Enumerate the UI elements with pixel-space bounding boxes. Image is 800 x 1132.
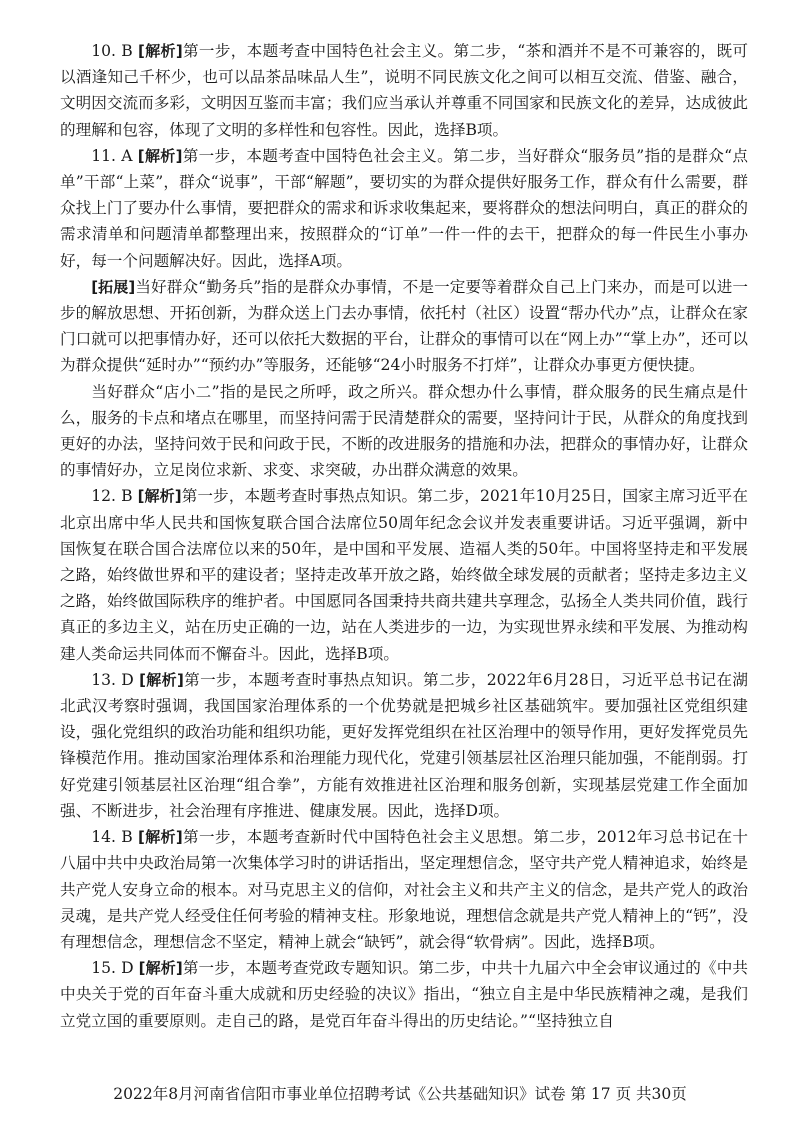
item-12: 12. B [解析]第一步，本题考查时事热点知识。第二步，2021年10月25日，国家主席习近平在北京出席中华人民共和国恢复联合国合法席位50周年纪念会议并发表重要讲话。习近平强调，新中国恢复在联合国合法席位以来的50年，是中国和平发展、造福人类的50年。中国将坚持走和平发展之路，始终做世界和平的建设者；坚持走改革开放之路，始终做全球发展的贡献者；坚持走多边主义之路，始终做国际秩序的维护者。中国愿同各国秉持共商共建共享理念，弘扬全人类共同价值，践行真正的多边主义，站在历史正确的一边，站在人类进步的一边，为实现世界永续和平发展、为推动构建人类命运共同体而不懈奋斗。因此，选择B项。 xyxy=(60,487,748,663)
analysis-tag: [解析] xyxy=(138,959,183,978)
analysis-tag: [解析] xyxy=(139,670,184,689)
item-14: 14. B [解析]第一步，本题考查新时代中国特色社会主义思想。第二步，2012年习总书记在十八届中共中央政治局第一次集体学习时的讲话指出，坚定理想信念，坚守共产党人精神追求，始终是共产党人安身立命的根本。对马克思主义的信仰，对社会主义和共产主义的信念，是共产党人的政治灵魂，是共产党人经受住任何考验的精神支柱。形象地说，理想信念就是共产党人精神上的“钙”，没有理想信念，理想信念不坚定，精神上就会“缺钙”，就会得“软骨病”。因此，选择B项。 xyxy=(60,828,748,951)
analysis-tag: [解析] xyxy=(138,828,183,847)
item-13: 13. D [解析]第一步，本题考查时事热点知识。第二步，2022年6月28日，习近平总书记在湖北武汉考察时强调，我国国家治理体系的一个优势就是把城乡社区基础筑牢。要加强社区党组织建设，强化党组织的政治功能和组织功能，更好发挥党组织在社区治理中的领导作用，更好发挥党员先锋模范作用。推动国家治理体系和治理能力现代化，党建引领基层社区治理只能加强，不能削弱。打好党建引领基层社区治理“组合拳”，方能有效推进社区治理和服务创新，实现基层党建工作全面加强、不断进步，社会治理有序推进、健康发展。因此，选择D项。 xyxy=(60,670,748,820)
analysis-tag: [解析] xyxy=(137,146,183,165)
item-11-extension: [拓展]当好群众“勤务兵”指的是群众办事情，不是一定要等着群众自己上门来办，而是可以进一步的解放思想、开拓创新，为群众送上门去办事情，依托村（社区）设置“帮办代办”点，让群众在家门口就可以把事情办好，还可以依托大数据的平台，让群众的事情可以在“网上办”“掌上办”，还可以为群众提供“延时办”“预约办”等服务，还能够“24小时服务不打烊”，让群众办事更方便快捷。 xyxy=(60,277,748,375)
item-11: 11. A [解析]第一步，本题考查中国特色社会主义。第二步，当好群众“服务员”指的是群众“点单”干部“上菜”，群众“说事”，干部“解题”，要切实的为群众提供好服务工作，群众有什么需要，群众找上门了要办什么事情，要把群众的需求和诉求收集起来，要将群众的想法问明白，真正的群众的需求清单和问题清单都整理出来，按照群众的“订单”一件一件的去干，把群众的每一件民生小事办好，每一个问题解决好。因此，选择A项。 xyxy=(60,146,748,270)
answer-explanations xyxy=(60,38,748,1034)
analysis-tag: [解析] xyxy=(138,42,183,60)
item-15: 15. D [解析]第一步，本题考查党政专题知识。第二步，中共十九届六中全会审议通过的《中共中央关于党的百年奋斗重大成就和历史经验的决议》指出，“独立自主是中华民族精神之魂，是我们立党立国的重要原则。走自己的路，是党百年奋斗得出的历史结论。”“坚持独立自 xyxy=(60,959,748,1030)
item-10: 10. B [解析]第一步，本题考查中国特色社会主义。第二步，“茶和酒并不是不可兼容的，既可以酒逢知己千杯少，也可以品茶品味品人生”，说明不同民族文化之间可以相互交流、借鉴、融合，文明因交流而多彩，文明因互鉴而丰富；我们应当承认并尊重不同国家和民族文化的差异，达成彼此的理解和包容，体现了文明的多样性和包容性。因此，选择B项。 xyxy=(60,42,748,139)
item-11-extension-2: 当好群众“店小二”指的是民之所呼，政之所兴。群众想办什么事情，群众服务的民生痛点是什么，服务的卡点和堵点在哪里，而坚持问需于民清楚群众的需要，坚持问计于民，从群众的角度找到更好的办法，坚持问效于民和问政于民，不断的改进服务的措施和办法，把群众的事情办好，让群众的事情好办，立足岗位求新、求变、求突破，办出群众满意的效果。 xyxy=(60,382,748,480)
page-footer: 2022年8月河南省信阳市事业单位招聘考试《公共基础知识》试卷 第 17 页 共30页 xyxy=(113,1085,687,1103)
analysis-tag: [解析] xyxy=(137,487,182,506)
extension-tag: [拓展] xyxy=(91,277,136,296)
